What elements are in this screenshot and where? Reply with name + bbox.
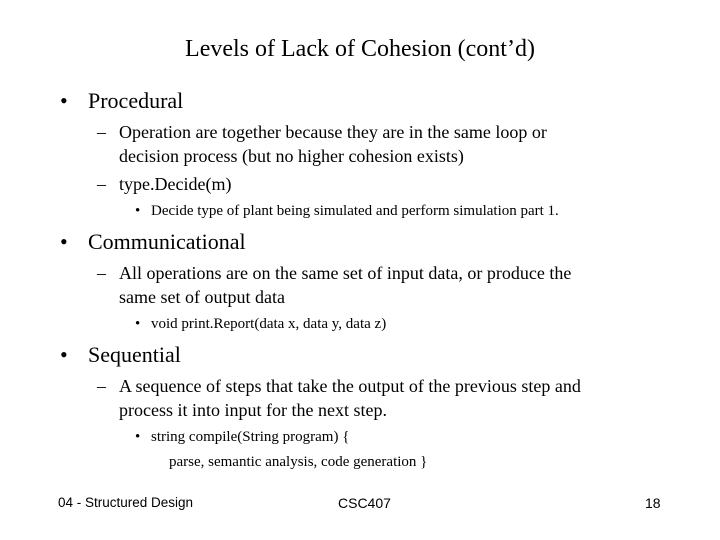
sequential-text-line-2: process it into input for the next step. bbox=[119, 400, 387, 420]
sequential-detail-line-1: string compile(String program) { bbox=[151, 429, 350, 445]
heading-procedural: Procedural bbox=[88, 88, 184, 113]
communicational-text-line-1: All operations are on the same set of input data, or produce the bbox=[119, 263, 572, 283]
procedural-detail: Decide type of plant being simulated and perform simulation part 1. bbox=[151, 203, 559, 219]
procedural-example: type.Decide(m) bbox=[119, 174, 232, 194]
footer-slide-number: 18 bbox=[645, 495, 661, 511]
sequential-text-line-1: A sequence of steps that take the output of the previous step and bbox=[119, 376, 581, 396]
bullet-small-dot: • bbox=[135, 316, 141, 332]
footer-course-topic: 04 - Structured Design bbox=[58, 495, 194, 510]
heading-communicational: Communicational bbox=[88, 229, 246, 254]
bullet-dot: • bbox=[60, 229, 68, 254]
heading-sequential: Sequential bbox=[88, 342, 181, 367]
bullet-small-dot: • bbox=[135, 203, 141, 219]
bullet-dash: – bbox=[97, 376, 106, 396]
procedural-text-line-1: Operation are together because they are in the same loop or bbox=[119, 122, 547, 142]
bullet-dot: • bbox=[60, 342, 68, 367]
communicational-text-line-2: same set of output data bbox=[119, 287, 285, 307]
sequential-detail-line-2: parse, semantic analysis, code generation } bbox=[169, 454, 428, 470]
bullet-dot: • bbox=[60, 88, 68, 113]
slide-title: Levels of Lack of Cohesion (cont’d) bbox=[185, 36, 535, 62]
bullet-dash: – bbox=[97, 263, 106, 283]
bullet-small-dot: • bbox=[135, 429, 141, 445]
procedural-text-line-2: decision process (but no higher cohesion exists) bbox=[119, 146, 464, 166]
footer-course-code: CSC407 bbox=[338, 495, 391, 511]
communicational-detail: void print.Report(data x, data y, data z) bbox=[151, 316, 387, 332]
bullet-dash: – bbox=[97, 174, 106, 194]
bullet-dash: – bbox=[97, 122, 106, 142]
